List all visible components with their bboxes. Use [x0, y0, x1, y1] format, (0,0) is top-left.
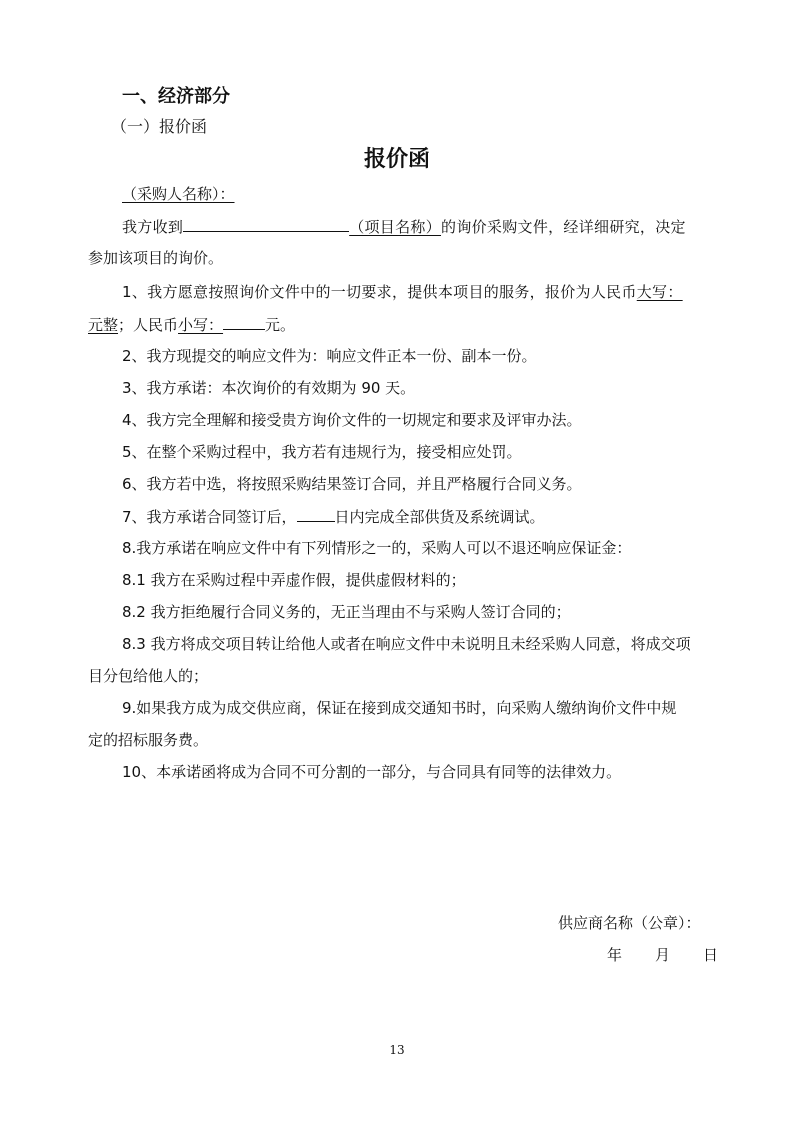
item-9-line-2: 定的招标服务费。: [88, 731, 209, 749]
intro-line-2: 参加该项目的询价。: [88, 249, 224, 267]
item-7-before: 7、我方承诺合同签订后，: [122, 508, 297, 526]
yuan-label: 元。: [265, 316, 296, 334]
days-blank: [297, 506, 335, 522]
item-8: 8.我方承诺在响应文件中有下列情形之一的，采购人可以不退还响应保证金：: [122, 539, 632, 557]
intro-start: 我方收到: [122, 218, 184, 236]
item-8-3-line-1: 8.3 我方将成交项目转让给他人或者在响应文件中未说明且未经采购人同意，将成交项: [122, 635, 691, 653]
page-number: 13: [389, 1043, 405, 1057]
document-title: 报价函: [363, 147, 430, 172]
amount-blank: [223, 314, 265, 330]
item-2: 2、我方现提交的响应文件为：响应文件正本一份、副本一份。: [122, 347, 537, 365]
sign-year-label: 年: [607, 946, 623, 964]
item-6: 6、我方若中选，将按照采购结果签订合同，并且严格履行合同义务。: [122, 475, 582, 493]
item-4: 4、我方完全理解和接受贵方询价文件的一切规定和要求及评审办法。: [122, 411, 582, 429]
item-1-line-2: [88, 314, 295, 335]
project-blank: [183, 216, 349, 232]
project-name-label: （项目名称）: [349, 218, 442, 236]
item-9-line-1: 9.如果我方成为成交供应商，保证在接到成交通知书时，向采购人缴纳询价文件中规: [122, 699, 677, 717]
intro-end: 的询价采购文件，经详细研究，决定: [441, 218, 686, 236]
amount-xiaoxie-label: 小写：: [178, 316, 224, 334]
purchaser-label: [122, 184, 235, 204]
item-1-line-1: [122, 282, 683, 302]
item-7-after: 日内完成全部供货及系统调试。: [334, 508, 545, 526]
item-10: 10、本承诺函将成为合同不可分割的一部分，与合同具有同等的法律效力。: [122, 763, 622, 781]
subsection-heading: （一）报价函: [111, 117, 208, 136]
item-8-2: 8.2 我方拒绝履行合同义务的，无正当理由不与采购人签订合同的；: [122, 603, 571, 621]
rmb-label: ；人民币: [118, 316, 179, 334]
sign-day-label: 日: [703, 946, 719, 964]
section-heading: 一、经济部分: [122, 86, 230, 107]
item-8-1: 8.1 我方在采购过程中弄虚作假，提供虚假材料的；: [122, 571, 466, 589]
item-8-3-line-2: 目分包给他人的；: [88, 667, 209, 685]
purchaser-name-label: （采购人名称）：: [122, 185, 235, 203]
intro-line-1: [122, 216, 686, 237]
item-7: [122, 506, 545, 527]
item-3: 3、我方承诺：本次询价的有效期为 90 天。: [122, 379, 416, 397]
sign-month-label: 月: [655, 946, 671, 964]
amount-daxie-label: 大写：: [636, 283, 683, 301]
yuan-zheng-label: 元整: [88, 316, 119, 334]
item-1-text: 1、我方愿意按照询价文件中的一切要求，提供本项目的服务，报价为人民币: [122, 283, 637, 301]
supplier-name-label: 供应商名称（公章）：: [558, 914, 701, 932]
item-5: 5、在整个采购过程中，我方若有违规行为，接受相应处罚。: [122, 443, 522, 461]
